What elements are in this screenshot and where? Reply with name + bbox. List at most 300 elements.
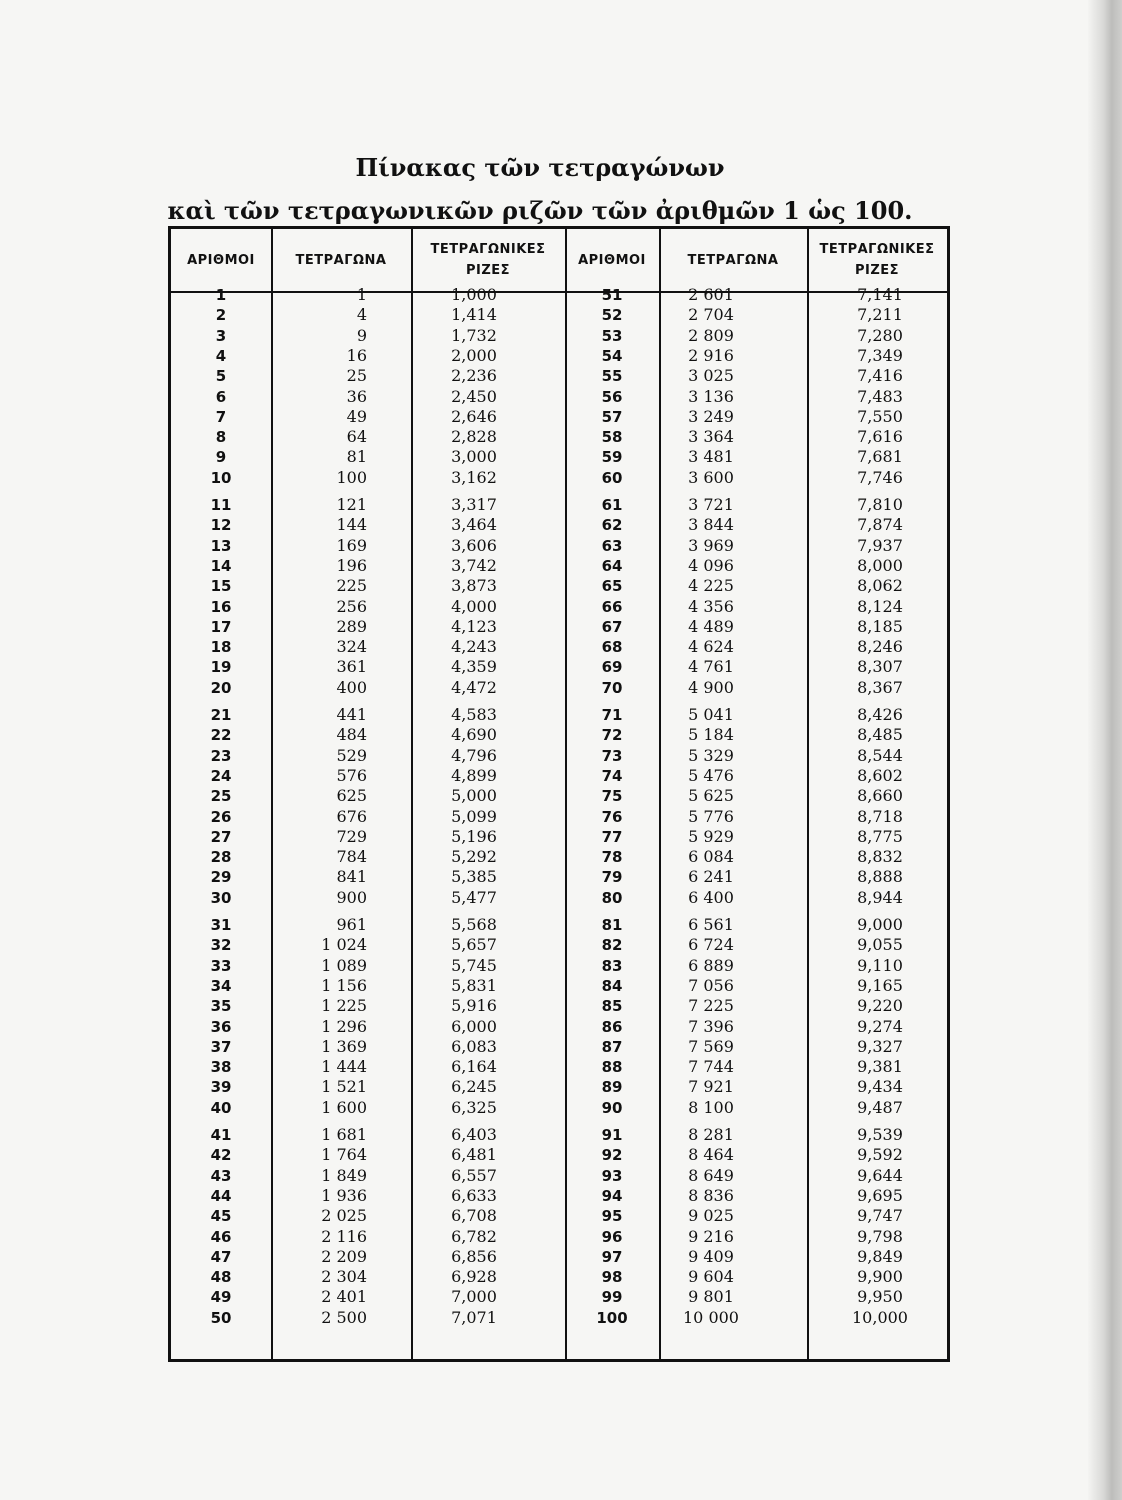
root-right: 8,660: [857, 786, 903, 806]
square-left: 169: [336, 535, 367, 555]
root-right: 8,602: [857, 765, 903, 785]
root-left: 4,123: [451, 616, 497, 636]
table-row: [171, 346, 947, 366]
square-left: 1 444: [321, 1057, 367, 1077]
header-numbers-left: [171, 229, 271, 291]
number-right: 66: [601, 597, 623, 616]
number-right: 95: [601, 1207, 623, 1226]
root-right: 8,485: [857, 725, 903, 745]
square-right: 9 216: [688, 1226, 734, 1246]
square-left: 81: [346, 447, 367, 467]
square-right: 5 476: [688, 765, 734, 785]
root-left: 5,099: [451, 806, 497, 826]
number-left: 20: [210, 678, 232, 697]
root-right: 9,900: [857, 1267, 903, 1287]
square-left: 361: [336, 657, 367, 677]
root-right: 8,307: [857, 657, 903, 677]
square-right: 3 600: [688, 467, 734, 487]
squares-roots-table: [168, 226, 950, 1362]
square-left: 441: [336, 705, 367, 724]
root-right: 9,950: [857, 1287, 903, 1307]
square-left: 1 764: [321, 1145, 367, 1165]
root-left: 6,403: [451, 1125, 497, 1144]
root-left: 4,359: [451, 657, 497, 677]
square-right: 2 704: [688, 305, 734, 325]
square-left: 1: [356, 285, 367, 304]
root-left: 1,000: [451, 285, 497, 304]
number-right: 96: [601, 1227, 623, 1246]
root-left: 2,000: [451, 345, 497, 365]
number-right: 57: [601, 407, 623, 426]
square-right: 10 000: [683, 1307, 739, 1327]
root-left: 6,856: [451, 1246, 497, 1266]
root-right: 9,849: [857, 1246, 903, 1266]
square-left: 1 521: [321, 1077, 367, 1097]
square-left: 1 156: [321, 975, 367, 995]
square-left: 2 209: [321, 1246, 367, 1266]
number-right: 82: [601, 936, 623, 955]
root-left: 7,071: [451, 1307, 497, 1327]
root-right: 9,798: [857, 1226, 903, 1246]
table-row: [171, 427, 947, 447]
root-left: 3,873: [451, 576, 497, 596]
table-row: [171, 447, 947, 467]
square-right: 5 776: [688, 806, 734, 826]
number-right: 69: [601, 658, 623, 677]
root-right: 8,775: [857, 826, 903, 846]
number-left: 7: [215, 407, 227, 426]
square-left: 25: [346, 366, 367, 386]
header-squares-label: ΤΕΤΡΑΓΩΝΑ: [687, 252, 779, 268]
root-left: 5,916: [451, 996, 497, 1016]
root-left: 4,472: [451, 677, 497, 697]
number-right: 70: [601, 678, 623, 697]
number-left: 27: [210, 827, 232, 846]
root-left: 2,646: [451, 406, 497, 426]
root-left: 2,828: [451, 427, 497, 447]
number-left: 21: [210, 706, 232, 724]
root-left: 5,831: [451, 975, 497, 995]
root-right: 9,274: [857, 1016, 903, 1036]
square-right: 3 364: [688, 427, 734, 447]
page-spine-shadow: [1088, 0, 1122, 1500]
number-left: 44: [210, 1186, 232, 1205]
header-roots-left: [411, 229, 565, 291]
number-right: 88: [601, 1058, 623, 1077]
table-row: [171, 1267, 947, 1287]
square-right: 6 724: [688, 935, 734, 955]
square-right: 3 025: [688, 366, 734, 386]
square-right: 9 604: [688, 1267, 734, 1287]
table-row: [171, 387, 947, 407]
number-right: 61: [601, 496, 623, 514]
number-right: 79: [601, 868, 623, 887]
square-right: 6 241: [688, 867, 734, 887]
root-right: 9,434: [857, 1077, 903, 1097]
root-right: 9,055: [857, 935, 903, 955]
square-left: 900: [336, 887, 367, 907]
number-left: 42: [210, 1146, 232, 1165]
number-left: 48: [210, 1268, 232, 1287]
table-row: [171, 597, 947, 617]
root-left: 1,732: [451, 325, 497, 345]
number-left: 10: [210, 468, 232, 487]
number-left: 11: [210, 496, 232, 514]
square-right: 6 084: [688, 847, 734, 867]
number-right: 90: [601, 1098, 623, 1117]
number-left: 12: [210, 516, 232, 535]
header-squares-left: [271, 229, 411, 291]
table-row: [171, 1017, 947, 1037]
square-left: 729: [336, 826, 367, 846]
root-left: 6,245: [451, 1077, 497, 1097]
table-row: [171, 536, 947, 556]
root-left: 3,000: [451, 447, 497, 467]
number-left: 13: [210, 536, 232, 555]
table-row: [171, 617, 947, 637]
root-right: 8,944: [857, 887, 903, 907]
square-right: 6 400: [688, 887, 734, 907]
number-right: 99: [601, 1288, 623, 1307]
root-left: 4,796: [451, 745, 497, 765]
table-row: [171, 746, 947, 766]
square-left: 1 225: [321, 996, 367, 1016]
square-left: 256: [336, 596, 367, 616]
root-left: 4,000: [451, 596, 497, 616]
square-right: 4 900: [688, 677, 734, 697]
root-left: 5,292: [451, 847, 497, 867]
table-title-line-2: καὶ τῶν τετραγωνικῶν ριζῶν τῶν ἀριθμῶν 1 ὡς 100.: [167, 196, 913, 225]
square-left: 16: [346, 345, 367, 365]
number-left: 14: [210, 556, 232, 575]
number-right: 51: [601, 286, 623, 304]
number-left: 34: [210, 976, 232, 995]
number-left: 9: [215, 448, 227, 467]
root-left: 6,633: [451, 1185, 497, 1205]
number-right: 91: [601, 1126, 623, 1144]
table-row: [171, 468, 947, 488]
root-right: 9,327: [857, 1036, 903, 1056]
number-right: 64: [601, 556, 623, 575]
square-left: 1 681: [321, 1125, 367, 1144]
number-left: 43: [210, 1166, 232, 1185]
root-left: 6,557: [451, 1165, 497, 1185]
table-row: [171, 1308, 947, 1328]
table-row: [171, 1057, 947, 1077]
number-left: 23: [210, 746, 232, 765]
table-row: [171, 576, 947, 596]
square-left: 625: [336, 786, 367, 806]
root-right: 7,681: [857, 447, 903, 467]
square-right: 8 281: [688, 1125, 734, 1144]
root-right: 9,539: [857, 1125, 903, 1144]
root-right: 10,000: [852, 1307, 908, 1327]
root-left: 6,325: [451, 1097, 497, 1117]
number-left: 15: [210, 577, 232, 596]
root-right: 7,416: [857, 366, 903, 386]
number-right: 53: [601, 326, 623, 345]
number-left: 22: [210, 726, 232, 745]
root-left: 3,606: [451, 535, 497, 555]
number-left: 16: [210, 597, 232, 616]
root-left: 2,236: [451, 366, 497, 386]
root-left: 5,385: [451, 867, 497, 887]
number-right: 94: [601, 1186, 623, 1205]
square-right: 8 464: [688, 1145, 734, 1165]
square-right: 3 969: [688, 535, 734, 555]
table-row: [171, 678, 947, 698]
number-left: 29: [210, 868, 232, 887]
number-right: 77: [601, 827, 623, 846]
header-roots-label-line-2: ΡΙΖΕΣ: [465, 263, 511, 278]
number-left: 30: [210, 888, 232, 907]
number-left: 50: [210, 1308, 232, 1327]
square-right: 4 624: [688, 637, 734, 657]
number-right: 97: [601, 1247, 623, 1266]
root-left: 3,317: [451, 495, 497, 514]
table-row: [171, 1206, 947, 1226]
number-right: 73: [601, 746, 623, 765]
square-right: 9 409: [688, 1246, 734, 1266]
number-right: 54: [601, 346, 623, 365]
root-left: 5,568: [451, 915, 497, 934]
root-left: 4,899: [451, 765, 497, 785]
square-left: 1 849: [321, 1165, 367, 1185]
table-row: [171, 766, 947, 786]
number-left: 19: [210, 658, 232, 677]
number-right: 98: [601, 1268, 623, 1287]
number-left: 33: [210, 956, 232, 975]
square-left: 2 500: [321, 1307, 367, 1327]
square-right: 7 396: [688, 1016, 734, 1036]
table-row: [171, 888, 947, 908]
square-right: 4 096: [688, 555, 734, 575]
number-right: 63: [601, 536, 623, 555]
number-left: 2: [215, 306, 227, 325]
header-roots-right: [807, 229, 947, 291]
square-right: 3 249: [688, 406, 734, 426]
square-right: 5 041: [688, 705, 734, 724]
square-left: 100: [336, 467, 367, 487]
square-right: 3 481: [688, 447, 734, 467]
root-right: 8,718: [857, 806, 903, 826]
table-row: [171, 637, 947, 657]
root-right: 9,381: [857, 1057, 903, 1077]
number-left: 46: [210, 1227, 232, 1246]
square-right: 4 489: [688, 616, 734, 636]
square-right: 5 625: [688, 786, 734, 806]
number-left: 6: [215, 387, 227, 406]
number-left: 28: [210, 848, 232, 867]
table-row: [171, 847, 947, 867]
header-roots-label-line-1: ΤΕΤΡΑΓΩΝΙΚΕΣ: [430, 242, 546, 257]
table-row: [171, 1166, 947, 1186]
table-row: [171, 1145, 947, 1165]
root-right: 9,747: [857, 1206, 903, 1226]
square-left: 1 024: [321, 935, 367, 955]
number-left: 8: [215, 428, 227, 447]
square-left: 144: [336, 515, 367, 535]
number-right: 76: [601, 807, 623, 826]
table-row: [171, 807, 947, 827]
square-left: 961: [336, 915, 367, 934]
square-right: 8 836: [688, 1185, 734, 1205]
square-left: 289: [336, 616, 367, 636]
square-right: 2 809: [688, 325, 734, 345]
root-left: 4,243: [451, 637, 497, 657]
number-right: 52: [601, 306, 623, 325]
root-left: 3,162: [451, 467, 497, 487]
root-left: 6,708: [451, 1206, 497, 1226]
table-row: [171, 1077, 947, 1097]
square-left: 484: [336, 725, 367, 745]
square-left: 676: [336, 806, 367, 826]
number-left: 1: [215, 286, 227, 304]
root-right: 7,211: [857, 305, 903, 325]
number-left: 25: [210, 787, 232, 806]
root-right: 9,695: [857, 1185, 903, 1205]
square-right: 8 649: [688, 1165, 734, 1185]
number-left: 18: [210, 638, 232, 657]
header-roots-label-line-1: ΤΕΤΡΑΓΩΝΙΚΕΣ: [819, 242, 935, 257]
table-row: [171, 495, 947, 515]
table-row: [171, 657, 947, 677]
number-left: 37: [210, 1037, 232, 1056]
square-left: 121: [336, 495, 367, 514]
table-row: [171, 915, 947, 935]
table-row: [171, 407, 947, 427]
square-left: 576: [336, 765, 367, 785]
root-right: 8,246: [857, 637, 903, 657]
table-title-line-1: Πίνακας τῶν τετραγώνων: [355, 153, 725, 182]
table-row: [171, 285, 947, 305]
root-right: 7,550: [857, 406, 903, 426]
root-right: 9,592: [857, 1145, 903, 1165]
number-left: 38: [210, 1058, 232, 1077]
number-left: 36: [210, 1017, 232, 1036]
number-left: 47: [210, 1247, 232, 1266]
table-row: [171, 725, 947, 745]
root-left: 2,450: [451, 386, 497, 406]
square-right: 4 225: [688, 576, 734, 596]
root-left: 4,583: [451, 705, 497, 724]
square-left: 324: [336, 637, 367, 657]
square-left: 49: [346, 406, 367, 426]
table-row: [171, 1098, 947, 1118]
root-right: 8,367: [857, 677, 903, 697]
number-right: 81: [601, 916, 623, 934]
root-left: 6,164: [451, 1057, 497, 1077]
square-left: 1 936: [321, 1185, 367, 1205]
square-right: 5 929: [688, 826, 734, 846]
square-right: 6 561: [688, 915, 734, 934]
square-right: 7 225: [688, 996, 734, 1016]
square-right: 3 136: [688, 386, 734, 406]
root-right: 7,937: [857, 535, 903, 555]
table-row: [171, 1287, 947, 1307]
square-right: 7 569: [688, 1036, 734, 1056]
root-right: 8,062: [857, 576, 903, 596]
table-row: [171, 956, 947, 976]
table-row: [171, 1186, 947, 1206]
root-right: 8,544: [857, 745, 903, 765]
header-numbers-label: ΑΡΙΘΜΟΙ: [187, 252, 255, 268]
header-squares-right: [659, 229, 807, 291]
number-right: 72: [601, 726, 623, 745]
number-right: 89: [601, 1078, 623, 1097]
table-row: [171, 786, 947, 806]
number-right: 59: [601, 448, 623, 467]
root-right: 7,616: [857, 427, 903, 447]
square-right: 7 744: [688, 1057, 734, 1077]
square-left: 2 304: [321, 1267, 367, 1287]
number-right: 75: [601, 787, 623, 806]
root-left: 3,464: [451, 515, 497, 535]
number-right: 65: [601, 577, 623, 596]
root-left: 6,928: [451, 1267, 497, 1287]
number-right: 100: [596, 1308, 628, 1327]
number-right: 92: [601, 1146, 623, 1165]
number-left: 49: [210, 1288, 232, 1307]
number-left: 3: [215, 326, 227, 345]
root-left: 5,000: [451, 786, 497, 806]
number-left: 24: [210, 766, 232, 785]
number-left: 35: [210, 997, 232, 1016]
number-left: 32: [210, 936, 232, 955]
number-left: 45: [210, 1207, 232, 1226]
square-left: 36: [346, 386, 367, 406]
table-row: [171, 867, 947, 887]
number-left: 26: [210, 807, 232, 826]
number-right: 86: [601, 1017, 623, 1036]
square-left: 400: [336, 677, 367, 697]
root-right: 8,185: [857, 616, 903, 636]
number-right: 83: [601, 956, 623, 975]
number-right: 62: [601, 516, 623, 535]
table-row: [171, 515, 947, 535]
number-right: 56: [601, 387, 623, 406]
root-left: 6,000: [451, 1016, 497, 1036]
number-right: 68: [601, 638, 623, 657]
square-left: 196: [336, 555, 367, 575]
square-right: 3 844: [688, 515, 734, 535]
table-row: [171, 305, 947, 325]
root-right: 7,141: [857, 285, 903, 304]
root-right: 8,124: [857, 596, 903, 616]
number-right: 78: [601, 848, 623, 867]
square-left: 2 025: [321, 1206, 367, 1226]
number-right: 55: [601, 367, 623, 386]
square-left: 1 296: [321, 1016, 367, 1036]
header-numbers-right: [565, 229, 659, 291]
square-right: 7 921: [688, 1077, 734, 1097]
root-right: 9,165: [857, 975, 903, 995]
table-row: [171, 705, 947, 725]
number-right: 74: [601, 766, 623, 785]
square-left: 4: [356, 305, 367, 325]
header-numbers-label: ΑΡΙΘΜΟΙ: [578, 252, 646, 268]
number-right: 87: [601, 1037, 623, 1056]
square-right: 2 916: [688, 345, 734, 365]
root-left: 6,083: [451, 1036, 497, 1056]
number-left: 41: [210, 1126, 232, 1144]
table-row: [171, 1227, 947, 1247]
table-row: [171, 935, 947, 955]
root-left: 5,657: [451, 935, 497, 955]
root-right: 9,000: [857, 915, 903, 934]
square-left: 2 401: [321, 1287, 367, 1307]
number-left: 17: [210, 617, 232, 636]
